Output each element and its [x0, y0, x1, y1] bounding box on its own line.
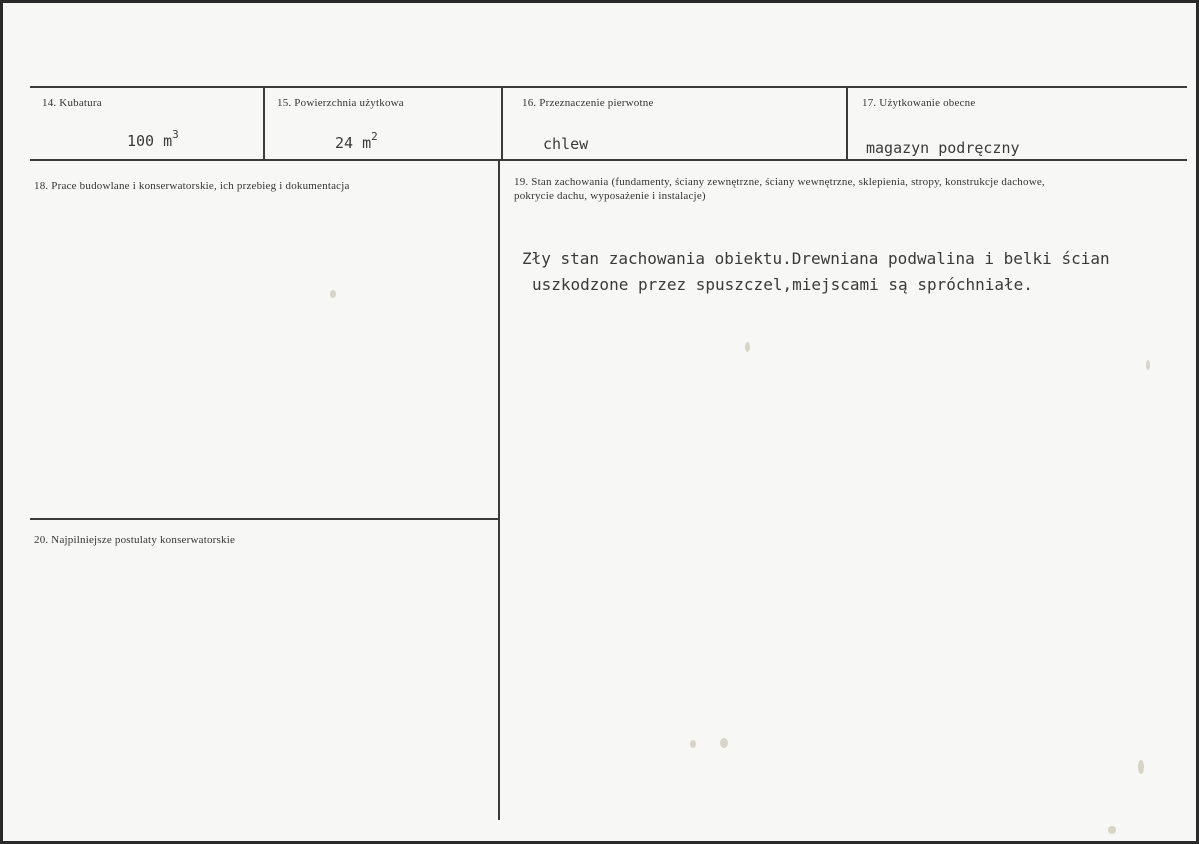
field-17-label: 17. Użytkowanie obecne: [862, 97, 976, 109]
column-divider-15-16: [501, 87, 503, 160]
section-divider-18-20: [30, 518, 499, 520]
field-20-label: 20. Najpilniejsze postulaty konserwatorskie: [34, 534, 236, 546]
field-14-unit-exponent: 3: [172, 128, 179, 141]
field-19-value-line-1: Zły stan zachowania obiektu.Drewniana podwalina i belki ścian: [522, 249, 1110, 268]
top-row-border: [30, 86, 1187, 88]
field-17-value: magazyn podręczny: [866, 139, 1020, 157]
field-19-value-line-2: uszkodzone przez spuszczel,miejscami są spróchniałe.: [532, 275, 1033, 294]
paper-speck: [1146, 360, 1150, 370]
field-15-value: [335, 132, 378, 152]
paper-speck: [690, 740, 696, 748]
row-divider: [30, 159, 1187, 161]
field-14-label: 14. Kubatura: [42, 97, 102, 109]
field-14-value: [127, 130, 179, 150]
paper-speck: [745, 342, 750, 352]
paper-speck: [330, 290, 336, 298]
field-16-value: chlew: [543, 135, 589, 153]
column-divider-left-right: [498, 160, 500, 820]
field-15-label: 15. Powierzchnia użytkowa: [277, 97, 404, 109]
field-18-label: 18. Prace budowlane i konserwatorskie, ich przebieg i dokumentacja: [34, 180, 350, 192]
field-16-label: 16. Przeznaczenie pierwotne: [522, 97, 654, 109]
field-15-unit-exponent: 2: [371, 130, 378, 143]
column-divider-14-15: [263, 87, 265, 160]
field-19-label: 19. Stan zachowania (fundamenty, ściany zewnętrzne, ściany wewnętrzne, sklepienia, stropy, konstrukcje dachowe, pokrycie dachu, wyposażenie i instalacje): [514, 176, 1045, 202]
field-15-value-text: 24 m: [335, 134, 372, 152]
paper-speck: [1138, 760, 1144, 774]
column-divider-16-17: [846, 87, 848, 160]
paper-speck: [720, 738, 728, 748]
paper-speck: [1108, 826, 1116, 834]
field-14-value-text: 100 m: [127, 132, 173, 150]
